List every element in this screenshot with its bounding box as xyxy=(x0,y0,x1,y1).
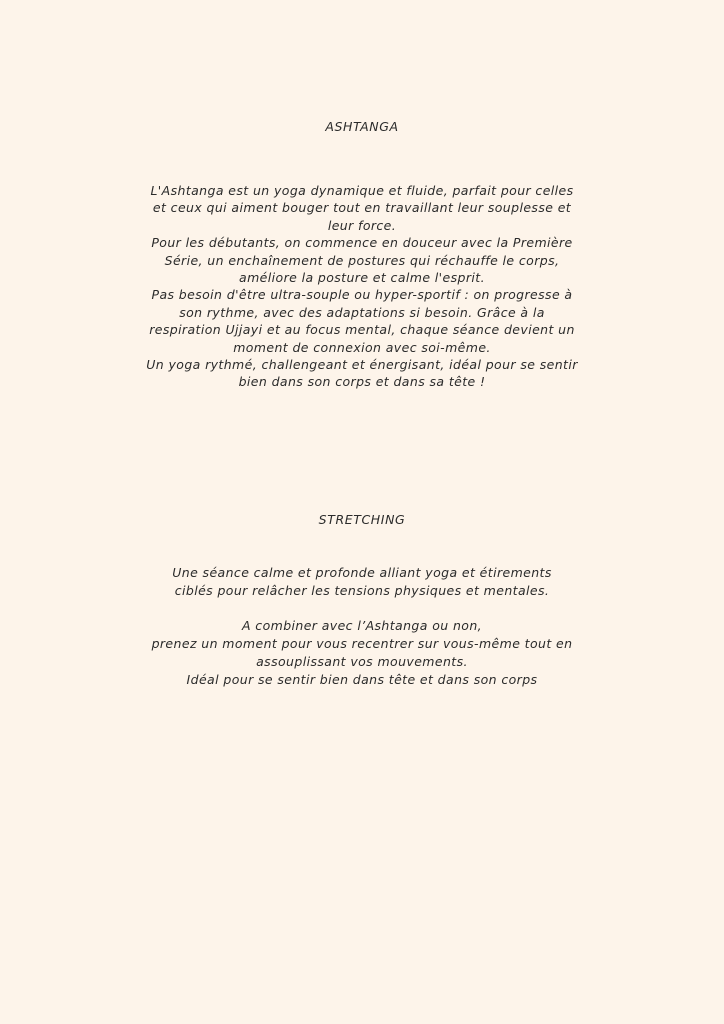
body-line: Pour les débutants, on commence en douceur avec la Première xyxy=(151,235,573,251)
body-line: bien dans son corps et dans sa tête ! xyxy=(238,374,486,390)
section-body-ashtanga xyxy=(110,182,614,391)
body-line: améliore la posture et calme l'esprit. xyxy=(239,270,485,286)
body-line: A combiner avec l’Ashtanga ou non, xyxy=(241,618,483,634)
body-line: assouplissant vos mouvements. xyxy=(256,653,468,669)
body-line: L'Ashtanga est un yoga dynamique et fluide, parfait pour celles xyxy=(150,183,574,198)
body-line: son rythme, avec des adaptations si besoin. Grâce à la xyxy=(179,304,545,320)
body-line: respiration Ujjayi et au focus mental, chaque séance devient un xyxy=(149,322,575,338)
body-line: prenez un moment pour vous recentrer sur vous-même tout en xyxy=(151,635,573,651)
section-title-ashtanga: ASHTANGA xyxy=(325,119,399,134)
body-line: moment de connexion avec soi-même. xyxy=(233,339,491,355)
section-title-stretching: STRETCHING xyxy=(318,512,406,527)
body-line: Pas besoin d'être ultra-souple ou hyper-sportif : on progresse à xyxy=(151,287,573,303)
body-line: leur force. xyxy=(327,217,397,233)
blank-line xyxy=(110,600,614,618)
body-line: Série, un enchaînement de postures qui réchauffe le corps, xyxy=(164,252,560,268)
body-line: et ceux qui aiment bouger tout en travaillant leur souplesse et xyxy=(152,200,572,216)
body-line: ciblés pour relâcher les tensions physiques et mentales. xyxy=(174,582,550,598)
body-line: Une séance calme et profonde alliant yoga et étirements xyxy=(172,565,552,580)
body-line: Un yoga rythmé, challengeant et énergisant, idéal pour se sentir xyxy=(146,357,578,373)
body-line: Idéal pour se sentir bien dans tête et dans son corps xyxy=(186,671,538,687)
section-body-stretching xyxy=(110,564,614,688)
